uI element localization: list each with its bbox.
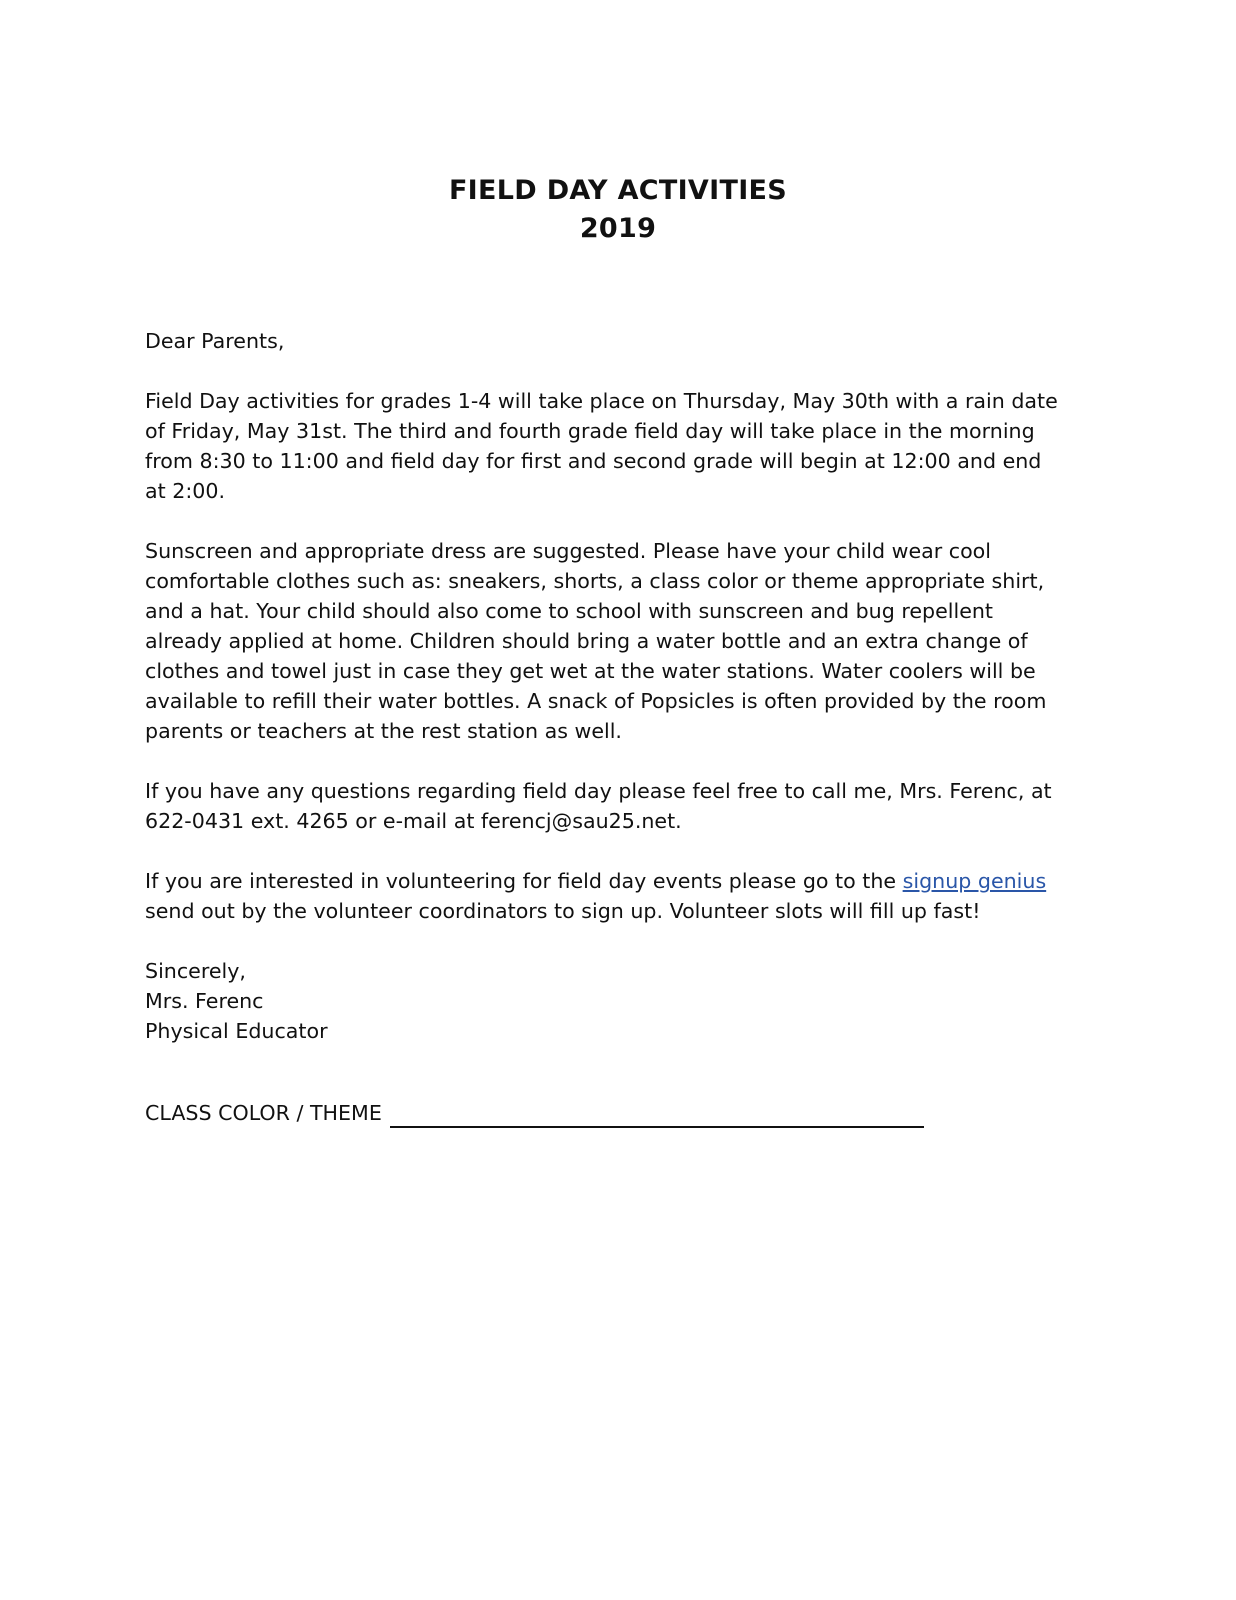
paragraph-contact: If you have any questions regarding field day please feel free to call me, Mrs. Ferenc, at 622-0431 ext. 4265 or e-mail at ferencj@sau25.net. xyxy=(145,779,1052,833)
class-color-field xyxy=(145,1098,924,1128)
paragraph-dress: Sunscreen and appropriate dress are suggested. Please have your child wear cool comfortable clothes such as: sneakers, shorts, a class color or theme appropriate shirt, and a hat. Your child should also come to school with sunscreen and bug repellent already applied at home. Children should bring a water bottle and an extra change of clothes and towel just in case they get wet at the water stations. Water coolers will be available to refill their water bottles. A snack of Popsicles is often provided by the room parents or teachers at the rest station as well. xyxy=(145,539,1047,743)
greeting: Dear Parents, xyxy=(145,329,285,353)
title-line-1: FIELD DAY ACTIVITIES xyxy=(448,175,788,206)
closing: Sincerely, xyxy=(145,959,246,983)
letter-body xyxy=(145,326,1065,1046)
class-color-blank-line[interactable] xyxy=(390,1104,924,1128)
volunteer-text-after: send out by the volunteer coordinators to sign up. Volunteer slots will fill up fast! xyxy=(145,899,981,923)
paragraph-volunteer xyxy=(145,866,1065,926)
title-year: 2019 xyxy=(579,213,657,244)
page-title xyxy=(0,172,1236,248)
paragraph-schedule: Field Day activities for grades 1-4 will take place on Thursday, May 30th with a rain date of Friday, May 31st. The third and fourth grade field day will take place in the morning from 8:30 to 11:00 and field day for first and second grade will begin at 12:00 and end at 2:00. xyxy=(145,389,1058,503)
volunteer-text-before: If you are interested in volunteering for field day events please go to the xyxy=(145,869,903,893)
signature-title: Physical Educator xyxy=(145,1019,328,1043)
class-color-label: CLASS COLOR / THEME xyxy=(145,1101,382,1125)
closing-block xyxy=(145,956,1065,1046)
signup-genius-link[interactable]: signup genius xyxy=(902,869,1047,893)
signature-name: Mrs. Ferenc xyxy=(145,989,264,1013)
